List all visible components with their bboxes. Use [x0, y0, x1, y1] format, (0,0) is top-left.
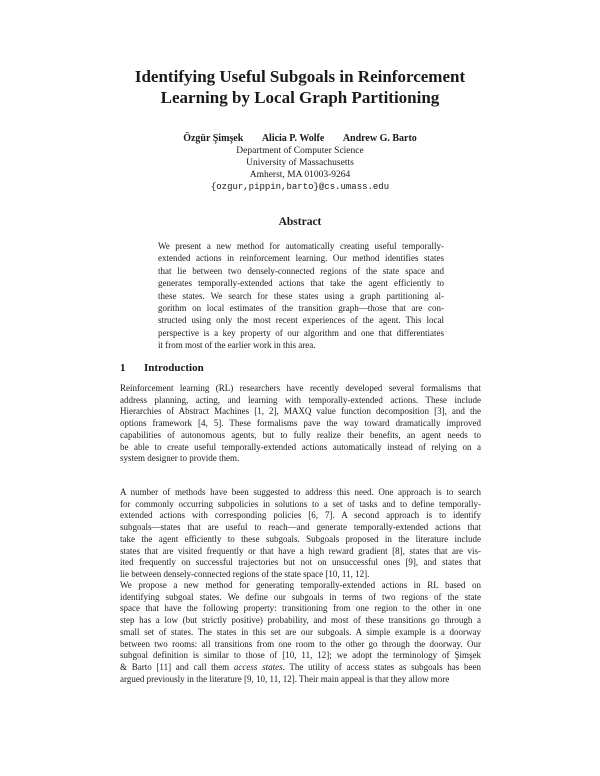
text-line: We propose a new method for generating temporally-extended actions in RL based on — [120, 580, 481, 590]
text-line — [120, 662, 481, 674]
abstract-body — [158, 240, 444, 352]
text-line: states that are visited frequently or that have a high reward gradient [8], states that are vis- — [120, 545, 481, 556]
author-name: Alicia P. Wolfe — [261, 133, 325, 144]
paper-title — [80, 66, 520, 108]
text-line: options framework [4, 5]. These formalisms pave the way toward dramatically improved — [120, 418, 481, 429]
paragraph — [120, 487, 481, 581]
text-line: for commonly occurring subpolicies in solutions to a set of tasks and to define temporally- — [120, 498, 481, 509]
text-line: extended actions with corresponding policies [6, 7]. A second approach is to identify — [120, 510, 481, 521]
text-line: subgoal definition is similar to those of [10, 11, 12]; we adopt the terminology of Şimşek — [120, 650, 481, 661]
text-line: capabilities of autonomous agents, but to fully realize their benefits, an agent needs to — [120, 429, 481, 440]
abstract-line: that lie between two densely-connected regions of the state space and — [158, 265, 444, 276]
text-line: lie between densely-connected regions of the state space [10, 11, 12]. — [120, 568, 370, 579]
paragraph — [120, 383, 481, 465]
text-line: Hierarchies of Abstract Machines [1, 2], MAXQ value function decomposition [3], and the — [120, 406, 481, 417]
text-line: argued previously in the literature [9, 10, 11, 12]. Their main appeal is that they allow more — [120, 673, 450, 684]
text-line: subgoals—states that are useful to reach—and generate temporally-extended actions that — [120, 522, 481, 533]
author-list — [100, 132, 500, 145]
department: Department of Computer Science — [236, 146, 364, 156]
author-emails: {ozgur,pippin,barto}@cs.umass.edu — [210, 182, 390, 192]
text-line: small set of states. The states in this set are our subgoals. A simple example is a doorway — [120, 626, 481, 637]
text-line: identifying subgoal states. We define our subgoals in terms of two regions of the state — [120, 591, 481, 602]
paragraph — [120, 580, 481, 685]
abstract-line: generates temporally-extended actions that take the agent efficiently to — [158, 278, 444, 289]
abstract-line: it from most of the earlier work in this area. — [158, 340, 316, 351]
text-line: ited frequently on successful trajectories but not on unsuccessful ones [9], and states that — [120, 557, 481, 568]
text-line: space that have the following property: transitioning from one region to the other in one — [120, 603, 481, 614]
emphasized-term: access states — [233, 661, 283, 672]
abstract-line: these states. We search for these states using a graph partitioning al- — [158, 290, 444, 301]
text-line: take the agent efficiently to these subgoals. Subgoals proposed in the literature include — [120, 533, 481, 544]
title-line: Learning by Local Graph Partitioning — [160, 88, 440, 107]
abstract-line: structed using only the most recent experiences of the agent. This local — [158, 315, 444, 326]
text-segment: . The utility of access states as subgoals has been — [282, 661, 481, 672]
section-heading — [120, 362, 204, 374]
author-name: Andrew G. Barto — [342, 133, 417, 144]
university: University of Massachusetts — [246, 158, 354, 168]
section-number: 1 — [120, 362, 126, 374]
abstract-heading: Abstract — [278, 216, 322, 228]
author-name: Özgür Şimşek — [183, 133, 244, 144]
text-line: be able to create useful temporally-extended actions automatically instead of relying on a — [120, 441, 481, 452]
abstract-line: perspective is a key property of our algorithm and one that differentiates — [158, 327, 444, 338]
text-line: address planning, acting, and learning with temporally-extended actions. These include — [120, 394, 481, 405]
affiliation — [100, 145, 500, 193]
title-line: Identifying Useful Subgoals in Reinforcement — [134, 67, 466, 86]
abstract-line: We present a new method for automatically creating useful temporally- — [158, 241, 444, 251]
text-line: Reinforcement learning (RL) researchers have recently developed several formalisms that — [120, 383, 481, 393]
address: Amherst, MA 01003-9264 — [249, 170, 351, 180]
abstract-line: extended actions in reinforcement learning. Our method identifies states — [158, 253, 444, 264]
abstract-line: gorithm on local estimates of the transition graph—those that are con- — [158, 303, 444, 314]
section-title: Introduction — [144, 362, 204, 374]
text-line: step has a low (but strictly positive) probability, and most of these transitions go through a — [120, 615, 481, 626]
text-line: between two rooms: all transitions from one room to the other go through the doorway. Our — [120, 638, 481, 649]
text-line: system designer to provide them. — [120, 453, 240, 464]
text-line: A number of methods have been suggested to address this need. One approach is to search — [120, 487, 481, 497]
text-segment: & Barto [11] and call them — [120, 661, 234, 672]
